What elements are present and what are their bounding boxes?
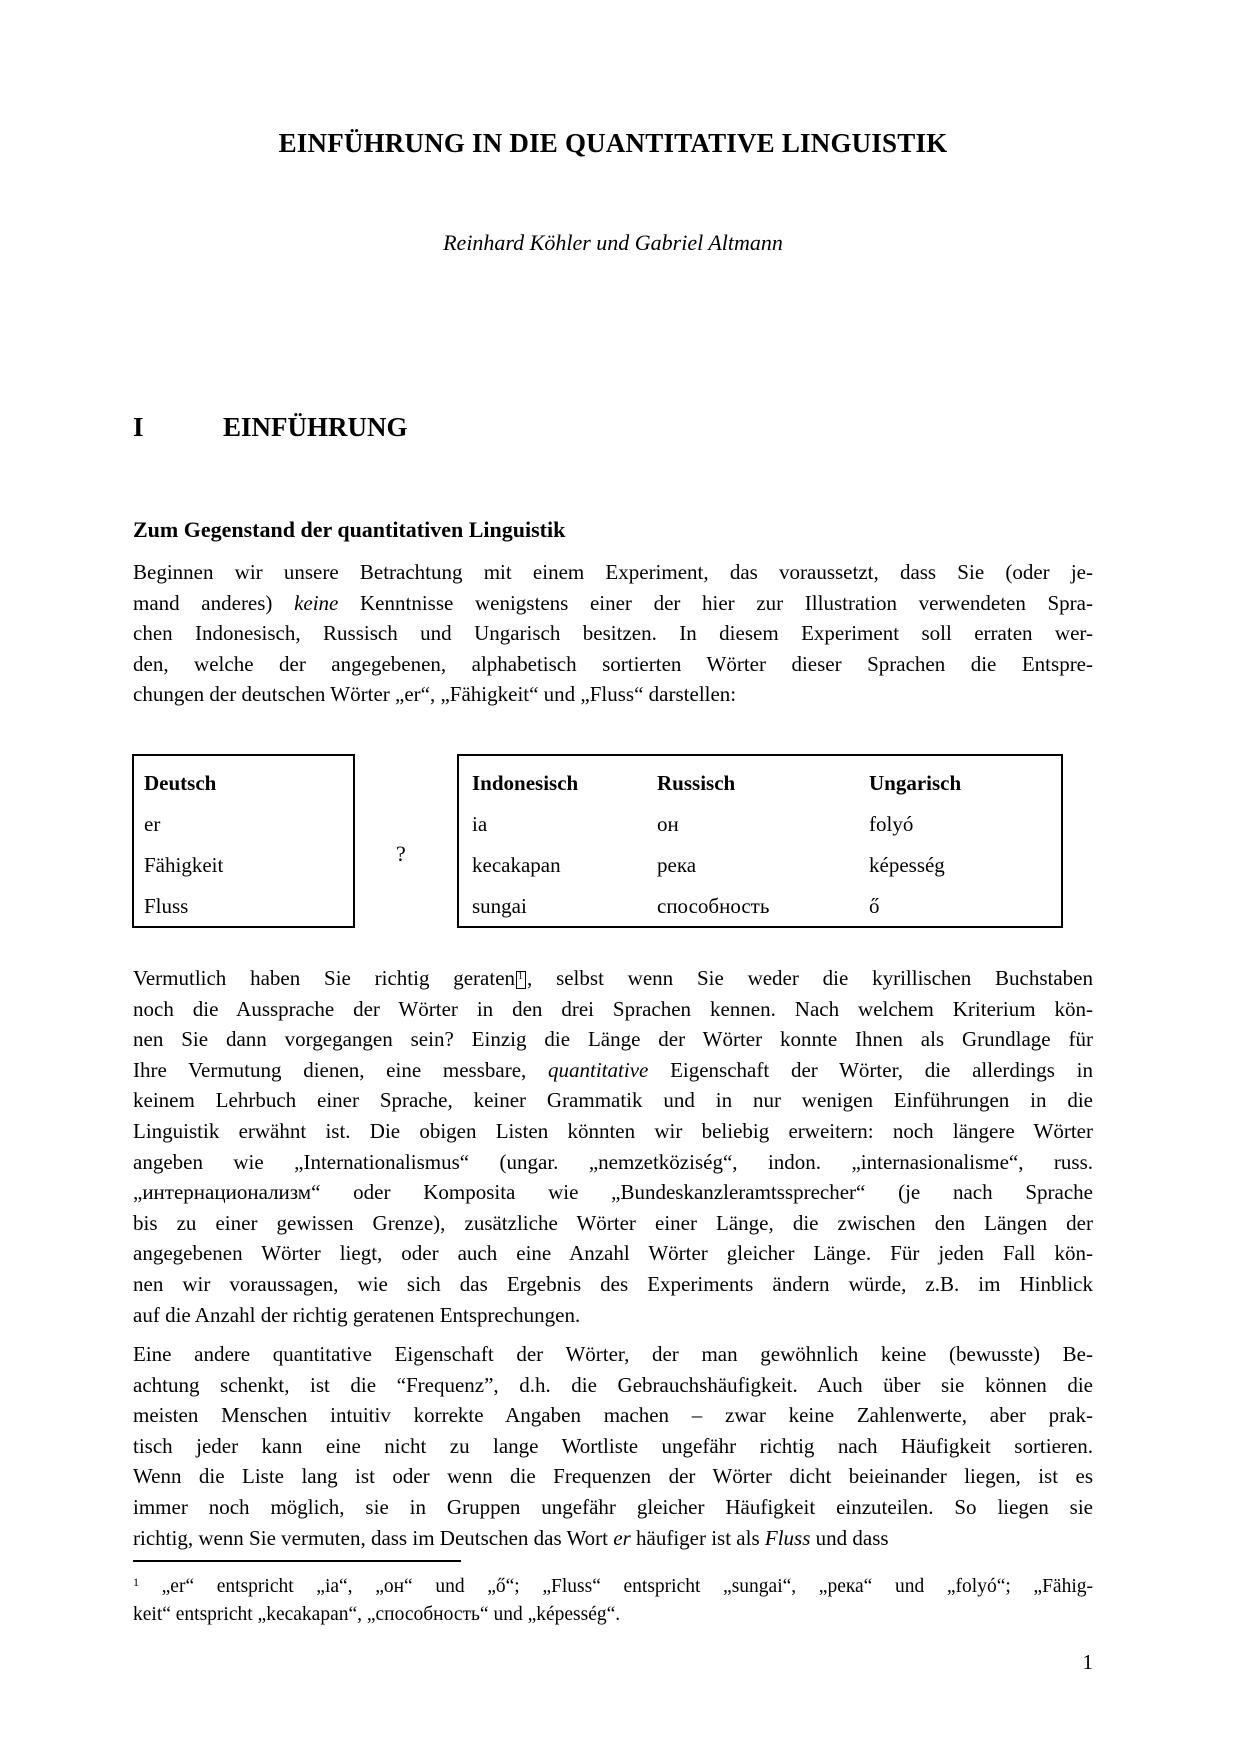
text-segment: „интернационализм“ oder Komposita wie „Bundeskanzleramtssprecher“ (je nach Sprache [133, 1180, 1093, 1205]
page-number: 1 [1082, 1650, 1093, 1674]
text-segment: Eine andere quantitative Eigenschaft der Wörter, der man gewöhnlich keine (bewusste) Be- [133, 1342, 1093, 1366]
text-line [133, 1601, 1093, 1629]
footnote-text [133, 1573, 1093, 1628]
section-title: EINFÜHRUNG [223, 412, 408, 442]
text-segment: tisch jeder kann eine nicht zu lange Wortliste ungefähr richtig nach Häufigkeit sortieren. [133, 1433, 1093, 1458]
text-segment: Vermutlich haben Sie richtig geraten [133, 966, 516, 990]
text-segment: Linguistik erwähnt ist. Die obigen Listen könnten wir beliebig erweitern: noch längere Wörter [133, 1118, 1093, 1143]
cell-ru-3: способность [657, 894, 770, 918]
cell-de-2: Fähigkeit [144, 853, 224, 877]
cell-de-3: Fluss [144, 894, 189, 918]
section-number: I [133, 412, 144, 442]
footnote-separator [133, 1560, 461, 1562]
text-segment: meisten Menschen intuitiv korrekte Angaben machen – zwar keine Zahlenwerte, aber prak- [133, 1403, 1093, 1428]
text-line [133, 1085, 1093, 1116]
text-line [133, 1024, 1093, 1055]
document-title: EINFÜHRUNG IN DIE QUANTITATIVE LINGUISTIK [278, 128, 948, 158]
text-segment: keinem Lehrbuch einer Sprache, keiner Grammatik und in nur wenigen Einführungen in die [133, 1088, 1093, 1113]
cell-hu-1: folyó [869, 812, 914, 836]
text-segment: achtung schenkt, ist die “Frequenz”, d.h. die Gebrauchshäufigkeit. Auch über sie können die [133, 1372, 1093, 1397]
text-segment: bis zu einer gewissen Grenze), zusätzliche Wörter einer Länge, die zwischen den Längen der [133, 1210, 1093, 1235]
table-foreign-words [457, 754, 1063, 928]
cell-de-1: er [144, 812, 161, 836]
text-segment: Fluss [764, 1525, 811, 1550]
authors-line: Reinhard Köhler und Gabriel Altmann [443, 230, 783, 255]
text-segment: , selbst wenn Sie weder die kyrillischen Buchstaben [527, 966, 1093, 990]
text-segment: quantitative [548, 1057, 649, 1082]
table-row [459, 886, 1061, 927]
section-heading [133, 412, 1093, 443]
text-segment: chungen der deutschen Wörter „er“, „Fähigkeit“ und „Fluss“ darstellen: [133, 682, 737, 707]
text-segment: Beginnen wir unsere Betrachtung mit einem Experiment, das voraussetzt, dass Sie (oder je- [133, 560, 1093, 584]
footnote-ref: 1 [133, 1575, 139, 1589]
table-row [144, 845, 353, 886]
text-line [133, 1208, 1093, 1239]
text-segment: Wenn die Liste lang ist oder wenn die Frequenzen der Wörter dicht beieinander liegen, ist es [133, 1464, 1093, 1489]
text-line [133, 679, 1093, 710]
subsection-heading: Zum Gegenstand der quantitativen Linguistik [133, 517, 566, 542]
text-line [133, 994, 1093, 1025]
text-segment: nen wir voraussagen, wie sich das Ergebnis des Experiments ändern würde, z.B. im Hinblick [133, 1271, 1093, 1296]
question-mark: ? [396, 841, 406, 866]
cell-hu-3: ő [869, 894, 880, 918]
text-segment: nen Sie dann vorgegangen sein? Einzig die Länge der Wörter konnte Ihnen als Grundlage für [133, 1027, 1093, 1052]
text-segment: „er“ entspricht „ia“, „он“ und „ő“; „Fluss“ entspricht „sungai“, „река“ und „folyó“; „Fähig- [139, 1576, 1093, 1597]
text-line [133, 1055, 1093, 1086]
text-segment: Kenntnisse wenigstens einer der hier zur Illustration verwendeten Spra- [338, 590, 1093, 615]
text-line [133, 588, 1093, 619]
text-line [133, 649, 1093, 680]
text-line [133, 1339, 1093, 1370]
text-segment: Ihre Vermutung dienen, eine messbare, [133, 1057, 549, 1082]
text-line [133, 1400, 1093, 1431]
column-header-russisch: Russisch [657, 771, 736, 795]
text-segment: mand anderes) [133, 590, 295, 615]
text-line [133, 618, 1093, 649]
column-header-deutsch: Deutsch [144, 771, 217, 795]
text-line [133, 1370, 1093, 1401]
paragraph-1 [133, 557, 1093, 710]
text-line [133, 1177, 1093, 1208]
text-segment: angegebenen Wörter liegt, oder auch eine Anzahl Wörter gleicher Länge. Für jeden Fall kön- [133, 1241, 1093, 1266]
text-segment: und dass [810, 1525, 889, 1550]
text-segment: keit“ entspricht „kecakapan“, „способность“ und „képesség“. [133, 1603, 621, 1625]
cell-id-2: kecakapan [472, 853, 561, 877]
text-line [133, 1300, 1093, 1331]
text-segment: immer noch möglich, sie in Gruppen ungefähr gleicher Häufigkeit einzuteilen. So liegen sie [133, 1494, 1093, 1519]
paragraph-2 [133, 963, 1093, 1330]
text-line [133, 963, 1093, 994]
text-segment: angeben wie „Internationalismus“ (ungar. „nemzetköziség“, indon. „internasionalisme“, russ. [133, 1149, 1093, 1174]
text-segment: er [613, 1525, 631, 1550]
cell-ru-1: он [657, 812, 679, 836]
table-row [144, 804, 353, 845]
text-segment: keine [294, 590, 339, 615]
text-line [133, 1573, 1093, 1601]
text-line [133, 557, 1093, 588]
cell-hu-2: képesség [869, 853, 945, 877]
table-german-words [132, 754, 355, 928]
text-segment: noch die Aussprache der Wörter in den drei Sprachen kennen. Nach welchem Kriterium kön- [133, 996, 1093, 1021]
cell-ru-2: река [657, 853, 697, 877]
text-segment: richtig, wenn Sie vermuten, dass im Deutschen das Wort [133, 1525, 614, 1550]
cell-id-1: ia [472, 812, 488, 836]
text-segment: häufiger ist als [630, 1525, 765, 1550]
text-line [133, 1523, 1093, 1554]
text-segment: chen Indonesisch, Russisch und Ungarisch besitzen. In diesem Experiment soll erraten wer- [133, 621, 1093, 646]
table-header-row [459, 763, 1061, 804]
table-row [459, 845, 1061, 886]
column-header-indonesisch: Indonesisch [472, 771, 579, 795]
table-header-row [144, 763, 353, 804]
text-line [133, 1461, 1093, 1492]
table-row [144, 886, 353, 927]
text-line [133, 1238, 1093, 1269]
table-row [459, 804, 1061, 845]
text-line [133, 1147, 1093, 1178]
footnote-ref[interactable]: 1 [516, 971, 526, 989]
text-segment: auf die Anzahl der richtig geratenen Entsprechungen. [133, 1302, 581, 1327]
text-line [133, 1492, 1093, 1523]
text-line [133, 1431, 1093, 1462]
text-line [133, 1116, 1093, 1147]
paragraph-3 [133, 1339, 1093, 1553]
cell-id-3: sungai [472, 894, 527, 918]
text-segment: den, welche der angegebenen, alphabetisch sortierten Wörter dieser Sprachen die Entspre- [133, 651, 1093, 676]
text-segment: Eigenschaft der Wörter, die allerdings in [648, 1057, 1093, 1082]
column-header-ungarisch: Ungarisch [869, 771, 962, 795]
text-line [133, 1269, 1093, 1300]
